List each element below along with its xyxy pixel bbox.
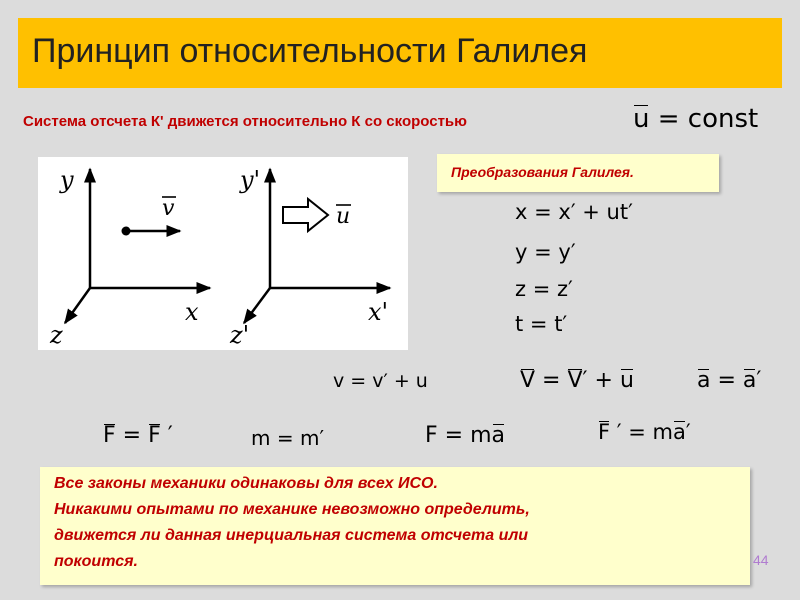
newton-second-law-prime: F ′ = ma′: [598, 420, 691, 444]
page-number: 44: [753, 552, 769, 568]
newton-prime-a: a: [672, 420, 686, 444]
page-title: Принцип относительности Галилея: [32, 32, 588, 70]
transform-t-lhs: t: [515, 312, 524, 336]
conclusion-line-3: движется ли данная инерциальная система отсчета или: [54, 527, 529, 544]
galilean-transform-label-box: [437, 154, 719, 192]
transform-z-lhs: z: [515, 277, 527, 301]
transform-t: t = t′: [515, 312, 568, 336]
intro-text: Система отсчета К' движется относительно К со скоростью: [23, 113, 467, 130]
velocity-vector-lhs: V: [520, 368, 536, 393]
z-prime-axis: [244, 288, 270, 323]
newton-m: m: [470, 423, 492, 448]
y-prime-label: y': [240, 166, 261, 194]
x-axis-label: x: [185, 298, 199, 326]
transform-y-lhs: y: [515, 240, 528, 264]
conclusion-line-4: покоится.: [54, 553, 138, 570]
acceleration-rhs: a: [742, 368, 757, 393]
transform-y-rhs: y′: [558, 240, 576, 264]
velocity-component-eq: v = v′ + u: [333, 370, 428, 392]
transform-z-rhs: z′: [556, 277, 573, 301]
intro-formula: [633, 104, 758, 134]
newton-a: a: [491, 423, 505, 448]
newton-prime-lhs: F: [598, 420, 611, 444]
newton-prime-m: m: [652, 420, 673, 444]
x-prime-label: x': [368, 298, 389, 326]
force-eq-rhs: F: [148, 423, 161, 448]
newton-second-law: F = ma: [425, 423, 505, 448]
transform-t-rhs: t′: [554, 312, 568, 336]
velocity-vector-eq: V = V′ + u: [520, 368, 634, 393]
transform-x-lhs: x: [515, 200, 528, 224]
frame-k-prime: [229, 166, 390, 349]
title-bar: [18, 18, 782, 88]
transform-x-rhs: x′ + ut′: [558, 200, 633, 224]
conclusion-line-2: Никакими опытами по механике невозможно определить,: [54, 501, 530, 518]
frame-velocity-arrow: [283, 199, 328, 231]
intro-formula-rhs: = const: [657, 104, 759, 134]
conclusion-box: [40, 467, 750, 585]
acceleration-lhs: a: [697, 368, 711, 393]
transform-x: x = x′ + ut′: [515, 200, 633, 224]
vector-u: u: [633, 104, 650, 134]
z-axis: [65, 288, 90, 323]
coordinate-diagram: [38, 157, 408, 350]
velocity-u-label: u: [336, 204, 351, 229]
acceleration-eq: a = a′: [697, 368, 762, 393]
galilean-transform-label: Преобразования Галилея.: [451, 164, 634, 180]
z-prime-label: z': [230, 321, 250, 349]
force-eq: F = F ′: [103, 423, 173, 448]
transform-z: z = z′: [515, 277, 573, 301]
newton-lhs: F: [425, 423, 438, 448]
velocity-vector-rhs1: V: [567, 368, 583, 393]
conclusion-line-1: Все законы механики одинаковы для всех ИСО.: [54, 475, 438, 492]
z-axis-label: z: [50, 321, 63, 349]
transform-y: y = y′: [515, 240, 576, 264]
y-axis-label: y: [60, 166, 74, 194]
mass-eq: m = m′: [251, 426, 324, 450]
velocity-v-label: v: [162, 196, 175, 221]
velocity-vector-rhs2: u: [619, 368, 634, 393]
force-eq-lhs: F: [103, 423, 116, 448]
frame-k: [49, 166, 210, 349]
